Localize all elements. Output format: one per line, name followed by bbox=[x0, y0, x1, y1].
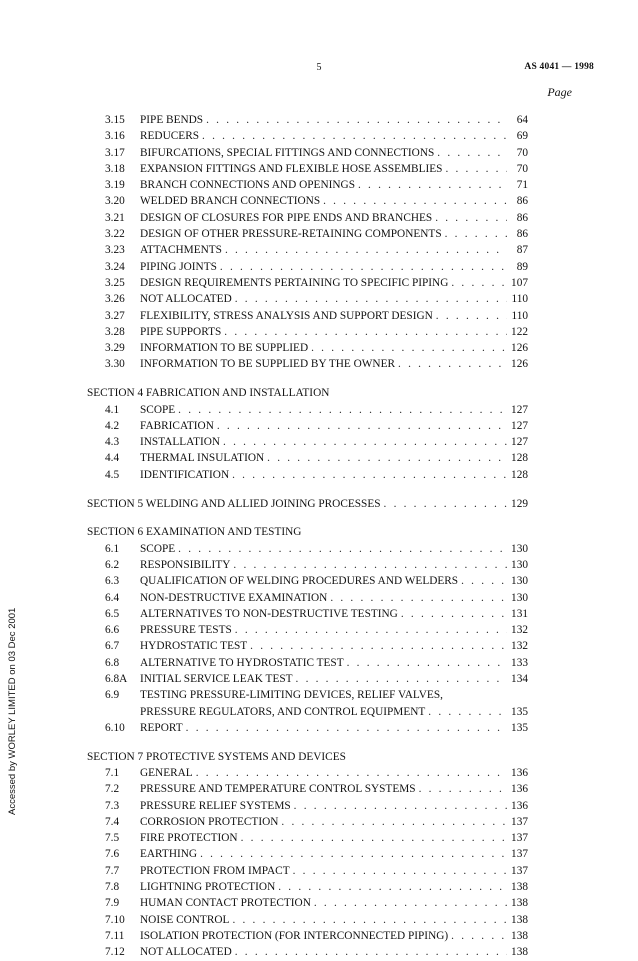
entry-page: 126 bbox=[511, 358, 528, 371]
entry-title: FIRE PROTECTION bbox=[140, 832, 238, 845]
entry-number: 3.16 bbox=[105, 130, 125, 143]
entry-title: DESIGN OF CLOSURES FOR PIPE ENDS AND BRANCHES bbox=[140, 211, 433, 224]
toc-entry[interactable] bbox=[87, 450, 528, 466]
dot-leader bbox=[178, 402, 507, 418]
toc-entry[interactable] bbox=[87, 606, 528, 622]
entry-page: 131 bbox=[511, 607, 528, 620]
dot-leader bbox=[461, 573, 507, 589]
dot-leader bbox=[296, 671, 507, 687]
entry-page: 122 bbox=[511, 325, 528, 338]
entry-page: 132 bbox=[511, 624, 528, 637]
entry-title: GENERAL bbox=[140, 766, 193, 779]
entry-number: 3.24 bbox=[105, 260, 125, 273]
toc-entry[interactable] bbox=[87, 145, 528, 161]
entry-title: QUALIFICATION OF WELDING PROCEDURES AND WELDERS bbox=[140, 575, 459, 588]
dot-leader bbox=[235, 291, 507, 307]
entry-number: 4.4 bbox=[105, 452, 120, 465]
entry-title: FABRICATION bbox=[140, 419, 214, 432]
toc-section-heading[interactable] bbox=[87, 496, 528, 512]
entry-number: 3.15 bbox=[105, 114, 125, 126]
entry-page: 110 bbox=[511, 309, 528, 322]
dot-leader bbox=[294, 798, 507, 814]
entry-page: 137 bbox=[511, 832, 528, 845]
dot-leader bbox=[419, 781, 507, 797]
entry-title: NOT ALLOCATED bbox=[140, 293, 232, 306]
toc-entry[interactable] bbox=[87, 193, 528, 209]
entry-number: 6.9 bbox=[105, 689, 120, 702]
entry-number: 7.10 bbox=[105, 913, 125, 926]
entry-number: 3.18 bbox=[105, 162, 125, 175]
entry-title: HYDROSTATIC TEST bbox=[140, 640, 248, 653]
dot-leader bbox=[202, 128, 507, 144]
toc-entry[interactable] bbox=[87, 928, 528, 944]
toc-entry[interactable] bbox=[87, 573, 528, 589]
toc-entry[interactable] bbox=[87, 720, 528, 736]
entry-title: DESIGN REQUIREMENTS PERTAINING TO SPECIFIC PIPING bbox=[140, 276, 449, 289]
entry-title: EARTHING bbox=[140, 848, 198, 861]
entry-number: 3.20 bbox=[105, 195, 125, 208]
toc-entry[interactable] bbox=[87, 161, 528, 177]
toc-section-heading[interactable] bbox=[87, 385, 528, 401]
entry-title: SCOPE bbox=[140, 403, 176, 416]
entry-title: PRESSURE AND TEMPERATURE CONTROL SYSTEMS bbox=[140, 783, 416, 796]
dot-leader bbox=[451, 928, 507, 944]
dot-leader bbox=[358, 177, 507, 193]
entry-number: 6.4 bbox=[105, 591, 120, 604]
entry-title: WELDED BRANCH CONNECTIONS bbox=[140, 195, 321, 208]
entry-page: 69 bbox=[516, 130, 528, 143]
entry-page: 64 bbox=[516, 114, 528, 126]
entry-page: 138 bbox=[511, 913, 528, 926]
entry-title: ALTERNATIVE TO HYDROSTATIC TEST bbox=[140, 656, 344, 669]
entry-number: 7.12 bbox=[105, 946, 125, 959]
entry-page: 132 bbox=[511, 640, 528, 653]
dot-leader bbox=[314, 895, 507, 911]
dot-leader bbox=[232, 467, 507, 483]
toc-group-section-6 bbox=[87, 541, 528, 737]
entry-number: 7.7 bbox=[105, 864, 120, 877]
entry-title: ATTACHMENTS bbox=[140, 244, 222, 257]
toc-entry[interactable] bbox=[87, 259, 528, 275]
dot-leader bbox=[241, 830, 507, 846]
entry-title: CORROSION PROTECTION bbox=[140, 815, 279, 828]
entry-page: 135 bbox=[511, 705, 528, 718]
entry-number: 6.8A bbox=[105, 673, 128, 685]
entry-title: PIPE BENDS bbox=[140, 114, 204, 126]
entry-title: REDUCERS bbox=[140, 130, 200, 143]
entry-number: 7.5 bbox=[105, 832, 120, 845]
entry-title-continued: PRESSURE REGULATORS, AND CONTROL EQUIPMENT bbox=[140, 705, 426, 718]
toc-entry[interactable] bbox=[87, 655, 528, 671]
dot-leader bbox=[347, 655, 507, 671]
toc-entry[interactable] bbox=[87, 340, 528, 356]
dot-leader bbox=[323, 193, 507, 209]
entry-number: 4.5 bbox=[105, 468, 120, 481]
entry-title: BIFURCATIONS, SPECIAL FITTINGS AND CONNECTIONS bbox=[140, 146, 435, 159]
entry-number: 7.11 bbox=[105, 929, 125, 942]
entry-title: INFORMATION TO BE SUPPLIED bbox=[140, 342, 309, 355]
dot-leader bbox=[267, 450, 507, 466]
entry-page: 130 bbox=[511, 575, 528, 588]
toc-entry[interactable] bbox=[87, 687, 528, 703]
entry-number: 3.19 bbox=[105, 179, 125, 192]
dot-leader bbox=[250, 638, 507, 654]
toc-entry[interactable] bbox=[87, 467, 528, 483]
entry-page: 110 bbox=[511, 293, 528, 306]
dot-leader bbox=[435, 210, 507, 226]
toc-entry[interactable] bbox=[87, 275, 528, 291]
entry-page: 127 bbox=[511, 419, 528, 432]
entry-page: 86 bbox=[516, 211, 528, 224]
entry-page: 87 bbox=[516, 244, 528, 257]
toc-entry[interactable] bbox=[87, 912, 528, 928]
entry-number: 6.10 bbox=[105, 721, 125, 734]
entry-page: 138 bbox=[511, 881, 528, 894]
dot-leader bbox=[235, 622, 507, 638]
dot-leader bbox=[281, 814, 507, 830]
entry-number: 6.7 bbox=[105, 640, 120, 653]
entry-title: ALTERNATIVES TO NON-DESTRUCTIVE TESTING bbox=[140, 607, 398, 620]
entry-page: 128 bbox=[511, 452, 528, 465]
entry-number: 7.1 bbox=[105, 766, 120, 779]
entry-title: PRESSURE RELIEF SYSTEMS bbox=[140, 799, 291, 812]
entry-title: TESTING PRESSURE-LIMITING DEVICES, RELIEF VALVES, bbox=[140, 689, 443, 702]
entry-number: 3.17 bbox=[105, 146, 125, 159]
entry-number: 6.3 bbox=[105, 575, 120, 588]
table-of-contents bbox=[87, 112, 528, 961]
toc-entry[interactable] bbox=[87, 879, 528, 895]
entry-title: NOT ALLOCATED bbox=[140, 946, 232, 959]
entry-title: FLEXIBILITY, STRESS ANALYSIS AND SUPPORT DESIGN bbox=[140, 309, 433, 322]
entry-title: REPORT bbox=[140, 721, 183, 734]
entry-number: 7.9 bbox=[105, 897, 120, 910]
toc-group-section-7 bbox=[87, 765, 528, 961]
dot-leader bbox=[428, 704, 507, 720]
entry-page: 136 bbox=[511, 799, 528, 812]
entry-title: INFORMATION TO BE SUPPLIED BY THE OWNER bbox=[140, 358, 396, 371]
entry-page: 138 bbox=[511, 897, 528, 910]
entry-number: 6.5 bbox=[105, 607, 120, 620]
entry-page: 107 bbox=[511, 276, 528, 289]
section-title: SECTION 7 PROTECTIVE SYSTEMS AND DEVICES bbox=[87, 750, 346, 763]
toc-entry[interactable] bbox=[87, 765, 528, 781]
entry-page: 130 bbox=[511, 558, 528, 571]
entry-title: ISOLATION PROTECTION (FOR INTERCONNECTED PIPING) bbox=[140, 929, 449, 942]
dot-leader bbox=[235, 944, 507, 960]
dot-leader bbox=[196, 765, 507, 781]
dot-leader bbox=[436, 308, 507, 324]
toc-entry[interactable] bbox=[87, 177, 528, 193]
entry-title: DESIGN OF OTHER PRESSURE-RETAINING COMPONENTS bbox=[140, 228, 442, 241]
entry-number: 4.1 bbox=[105, 403, 120, 416]
entry-title: SCOPE bbox=[140, 542, 176, 555]
entry-page: 137 bbox=[511, 815, 528, 828]
entry-number: 3.25 bbox=[105, 276, 125, 289]
entry-title: NON-DESTRUCTIVE EXAMINATION bbox=[140, 591, 328, 604]
entry-title: RESPONSIBILITY bbox=[140, 558, 231, 571]
entry-title: EXPANSION FITTINGS AND FLEXIBLE HOSE ASSEMBLIES bbox=[140, 162, 443, 175]
dot-leader bbox=[186, 720, 507, 736]
dot-leader bbox=[233, 557, 507, 573]
entry-page: 89 bbox=[516, 260, 528, 273]
toc-entry[interactable] bbox=[87, 846, 528, 862]
entry-page: 130 bbox=[511, 542, 528, 555]
entry-title: PIPING JOINTS bbox=[140, 260, 217, 273]
toc-entry[interactable] bbox=[87, 798, 528, 814]
toc-entry[interactable] bbox=[87, 638, 528, 654]
toc-entry[interactable] bbox=[87, 112, 528, 128]
toc-entry[interactable] bbox=[87, 226, 528, 242]
entry-number: 3.23 bbox=[105, 244, 125, 257]
entry-number: 7.2 bbox=[105, 783, 120, 796]
entry-number: 4.3 bbox=[105, 436, 120, 449]
entry-number: 3.29 bbox=[105, 342, 125, 355]
entry-title: INSTALLATION bbox=[140, 436, 221, 449]
section-title: SECTION 4 FABRICATION AND INSTALLATION bbox=[87, 387, 330, 400]
toc-entry[interactable] bbox=[87, 308, 528, 324]
entry-title: LIGHTNING PROTECTION bbox=[140, 881, 276, 894]
entry-page: 70 bbox=[516, 162, 528, 175]
standard-code: AS 4041 — 1998 bbox=[524, 62, 594, 72]
toc-entry[interactable] bbox=[87, 242, 528, 258]
entry-page: 135 bbox=[511, 721, 528, 734]
entry-title: NOISE CONTROL bbox=[140, 913, 230, 926]
dot-leader bbox=[220, 259, 507, 275]
entry-number: 3.26 bbox=[105, 293, 125, 306]
entry-page: 137 bbox=[511, 864, 528, 877]
toc-group-section-3 bbox=[87, 112, 528, 373]
entry-number: 4.2 bbox=[105, 419, 120, 432]
entry-page: 138 bbox=[511, 929, 528, 942]
toc-entry[interactable] bbox=[87, 895, 528, 911]
toc-entry[interactable] bbox=[87, 814, 528, 830]
toc-entry[interactable] bbox=[87, 781, 528, 797]
entry-number: 3.30 bbox=[105, 358, 125, 371]
page-column-label: Page bbox=[547, 85, 572, 99]
section-page: 129 bbox=[511, 497, 528, 510]
entry-page: 127 bbox=[511, 436, 528, 449]
toc-entry[interactable] bbox=[87, 863, 528, 879]
page-number: 5 bbox=[316, 62, 322, 73]
entry-number: 7.3 bbox=[105, 799, 120, 812]
entry-page: 133 bbox=[511, 656, 528, 669]
dot-leader bbox=[200, 846, 507, 862]
entry-page: 134 bbox=[511, 673, 528, 685]
toc-entry[interactable] bbox=[87, 210, 528, 226]
entry-page: 137 bbox=[511, 848, 528, 861]
toc-entry[interactable] bbox=[87, 402, 528, 418]
entry-page: 136 bbox=[511, 783, 528, 796]
toc-entry[interactable] bbox=[87, 324, 528, 340]
dot-leader bbox=[206, 112, 507, 128]
entry-page: 127 bbox=[511, 403, 528, 416]
section-title: SECTION 6 EXAMINATION AND TESTING bbox=[87, 526, 302, 539]
entry-number: 3.21 bbox=[105, 211, 125, 224]
access-watermark: Accessed by WORLEY LIMITED on 03 Dec 2001 bbox=[7, 607, 18, 815]
entry-title: HUMAN CONTACT PROTECTION bbox=[140, 897, 311, 910]
entry-page: 138 bbox=[511, 946, 528, 959]
dot-leader bbox=[445, 161, 507, 177]
dot-leader bbox=[330, 590, 507, 606]
entry-number: 3.27 bbox=[105, 309, 125, 322]
entry-title: PIPE SUPPORTS bbox=[140, 325, 222, 338]
toc-section-heading[interactable] bbox=[87, 749, 528, 765]
entry-page: 130 bbox=[511, 591, 528, 604]
dot-leader bbox=[225, 242, 507, 258]
dot-leader bbox=[384, 496, 507, 512]
entry-page: 136 bbox=[511, 766, 528, 779]
toc-group-section-4 bbox=[87, 402, 528, 483]
toc-entry[interactable] bbox=[87, 541, 528, 557]
toc-entry-continuation[interactable] bbox=[87, 704, 528, 720]
section-title: SECTION 5 WELDING AND ALLIED JOINING PROCESSES bbox=[87, 497, 381, 510]
dot-leader bbox=[224, 324, 507, 340]
entry-page: 126 bbox=[511, 342, 528, 355]
entry-title: IDENTIFICATION bbox=[140, 468, 230, 481]
dot-leader bbox=[178, 541, 507, 557]
dot-leader bbox=[293, 863, 507, 879]
toc-entry[interactable] bbox=[87, 671, 528, 687]
entry-page: 86 bbox=[516, 228, 528, 241]
entry-number: 6.8 bbox=[105, 656, 120, 669]
entry-page: 70 bbox=[516, 146, 528, 159]
dot-leader bbox=[398, 356, 507, 372]
toc-section-heading[interactable] bbox=[87, 524, 528, 540]
toc-entry[interactable] bbox=[87, 944, 528, 960]
entry-number: 6.2 bbox=[105, 558, 120, 571]
toc-entry[interactable] bbox=[87, 128, 528, 144]
entry-page: 86 bbox=[516, 195, 528, 208]
dot-leader bbox=[217, 418, 507, 434]
toc-entry[interactable] bbox=[87, 434, 528, 450]
entry-number: 6.1 bbox=[105, 542, 120, 555]
dot-leader bbox=[232, 912, 507, 928]
entry-title: PRESSURE TESTS bbox=[140, 624, 232, 637]
entry-page: 128 bbox=[511, 468, 528, 481]
entry-number: 7.8 bbox=[105, 881, 120, 894]
entry-title: THERMAL INSULATION bbox=[140, 452, 265, 465]
dot-leader bbox=[445, 226, 507, 242]
dot-leader bbox=[278, 879, 507, 895]
toc-entry[interactable] bbox=[87, 291, 528, 307]
toc-entry[interactable] bbox=[87, 622, 528, 638]
toc-entry[interactable] bbox=[87, 590, 528, 606]
toc-entry[interactable] bbox=[87, 418, 528, 434]
toc-entry[interactable] bbox=[87, 356, 528, 372]
dot-leader bbox=[311, 340, 507, 356]
dot-leader bbox=[223, 434, 507, 450]
toc-entry[interactable] bbox=[87, 830, 528, 846]
entry-number: 7.6 bbox=[105, 848, 120, 861]
entry-number: 7.4 bbox=[105, 815, 120, 828]
entry-number: 6.6 bbox=[105, 624, 120, 637]
dot-leader bbox=[401, 606, 507, 622]
entry-page: 71 bbox=[516, 179, 528, 192]
toc-entry[interactable] bbox=[87, 557, 528, 573]
entry-title: PROTECTION FROM IMPACT bbox=[140, 864, 290, 877]
entry-title: INITIAL SERVICE LEAK TEST bbox=[140, 673, 293, 685]
entry-title: BRANCH CONNECTIONS AND OPENINGS bbox=[140, 179, 355, 192]
dot-leader bbox=[437, 145, 507, 161]
entry-number: 3.22 bbox=[105, 228, 125, 241]
dot-leader bbox=[451, 275, 507, 291]
entry-number: 3.28 bbox=[105, 325, 125, 338]
